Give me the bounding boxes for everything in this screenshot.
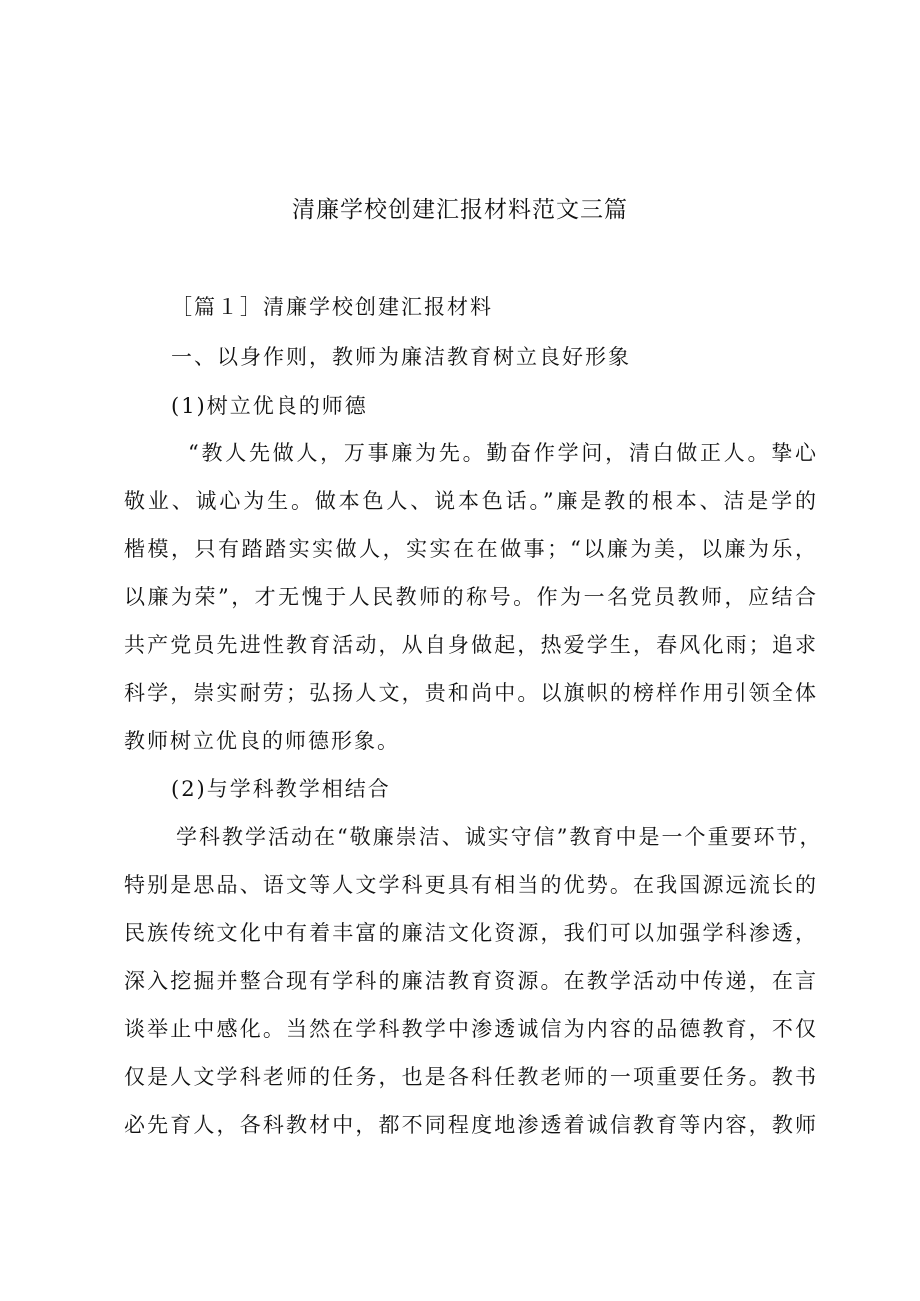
subsection-heading: (2)与学科教学相结合 [171,777,391,801]
paragraph-line: 敬业、诚心为生。做本色人、说本色话。”廉是教的根本、洁是学的 [124,489,818,513]
document-title: 清廉学校创建汇报材料范文三篇 [292,197,628,223]
paragraph-line: “教人先做人，万事廉为先。勤奋作学问，清白做正人。挚心 [188,441,818,465]
paragraph-line: 科学，崇实耐劳；弘扬人文，贵和尚中。以旗帜的榜样作用引领全体 [124,681,818,705]
paragraph-line: 谈举止中感化。当然在学科教学中渗透诚信为内容的品德教育，不仅 [124,1017,818,1041]
paragraph-line: 学科教学活动在“敬廉崇洁、诚实守信”教育中是一个重要环节， [176,825,823,849]
paragraph-line: 以廉为荣”，才无愧于人民教师的称号。作为一名党员教师，应结合 [124,585,818,609]
paragraph-line: 教师树立优良的师德形象。 [124,729,400,753]
section-heading: 一、以身作则，教师为廉洁教育树立良好形象 [171,345,631,369]
paragraph-line: 共产党员先进性教育活动，从自身做起，热爱学生，春风化雨；追求 [124,633,818,657]
paragraph-line: 楷模，只有踏踏实实做人，实实在在做事；“以廉为美，以廉为乐， [124,537,818,561]
paragraph-line: 仅是人文学科老师的任务，也是各科任教老师的一项重要任务。教书 [124,1065,818,1089]
paragraph-line: 必先育人，各科教材中，都不同程度地渗透着诚信教育等内容，教师 [124,1113,818,1137]
paragraph-line: 深入挖掘并整合现有学科的廉洁教育资源。在教学活动中传递，在言 [124,969,818,993]
paragraph-line: 民族传统文化中有着丰富的廉洁文化资源，我们可以加强学科渗透， [124,921,818,945]
piece-heading: ［篇１］清廉学校创建汇报材料 [171,295,493,319]
paragraph-line: 特别是思品、语文等人文学科更具有相当的优势。在我国源远流长的 [124,873,818,897]
subsection-heading: (1)树立优良的师德 [171,394,368,418]
